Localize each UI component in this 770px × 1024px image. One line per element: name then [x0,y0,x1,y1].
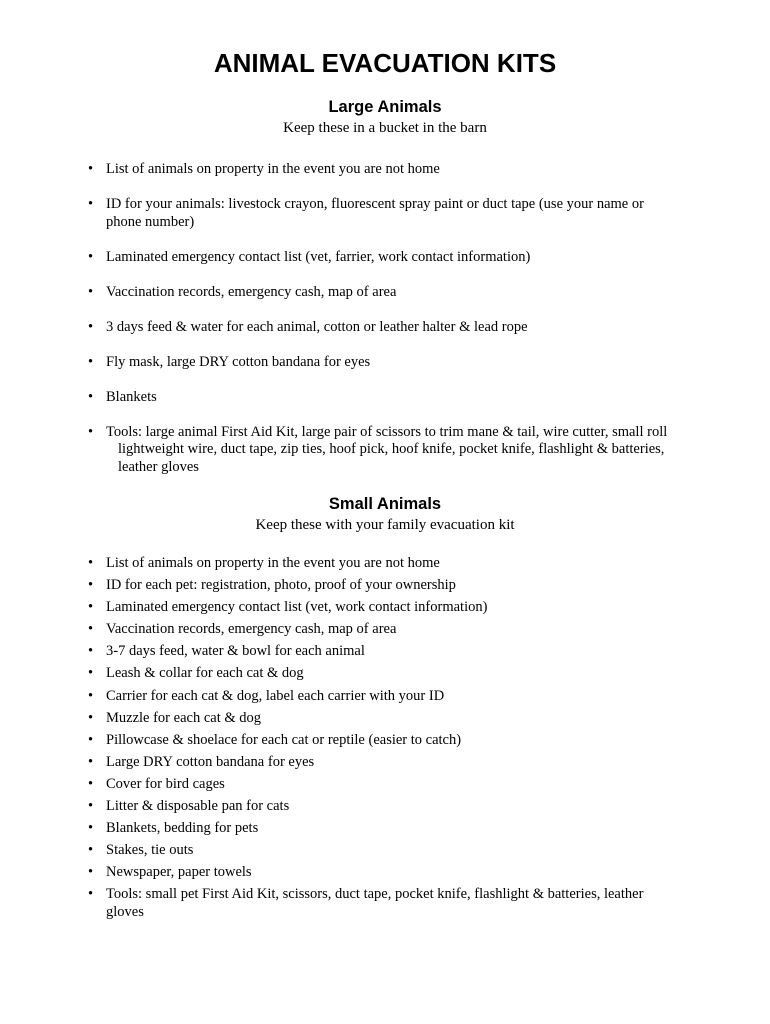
small-animals-heading: Small Animals [328,495,442,513]
bullet-icon: • [88,753,94,770]
large-animals-list [0,161,666,494]
bullet-icon: • [88,886,94,903]
list-item: • Stakes, tie outs [88,842,194,859]
bullet-icon: • [88,665,94,682]
list-item: • 3-7 days feed, water & bowl for each animal [88,643,365,660]
list-item: • Tools: small pet First Aid Kit, scissors, duct tape, pocket knife, flashlight & batteries, leather gloves [88,886,644,920]
bullet-icon: • [88,709,94,726]
bullet-icon: • [88,643,94,660]
list-item: • List of animals on property in the event you are not home [88,161,440,177]
list-item: • ID for your animals: livestock crayon, fluorescent spray paint or duct tape (use your name or phone number) [88,196,644,230]
list-item: • Leash & collar for each cat & dog [88,665,304,682]
page-title: ANIMAL EVACUATION KITS [213,48,557,78]
list-item: • Cover for bird cages [88,775,225,792]
bullet-icon: • [88,864,94,881]
list-item: • Fly mask, large DRY cotton bandana for eyes [88,353,371,370]
small-animals-subheading: Keep these with your family evacuation kit [255,517,515,533]
large-animals-subheading: Keep these in a bucket in the barn [283,120,487,136]
list-item: • ID for each pet: registration, photo, proof of your ownership [88,577,456,594]
bullet-icon: • [88,687,94,704]
list-item: • Newspaper, paper towels [88,864,252,881]
bullet-icon: • [88,621,94,638]
large-animals-heading: Large Animals [328,98,442,116]
bullet-icon: • [88,196,94,212]
bullet-icon: • [88,731,94,748]
list-item: • Muzzle for each cat & dog [88,709,261,726]
list-item: • Laminated emergency contact list (vet, farrier, work contact information) [88,248,531,265]
list-item: • Large DRY cotton bandana for eyes [88,753,315,770]
list-item: • Vaccination records, emergency cash, map of area [88,621,397,638]
list-item: • Litter & disposable pan for cats [88,798,290,815]
list-item: • Pillowcase & shoelace for each cat or reptile (easier to catch) [88,731,462,748]
bullet-icon: • [88,161,94,177]
list-item: • Tools: large animal First Aid Kit, large pair of scissors to trim mane & tail, wire cutter, small roll lightweight wire, duct tape, zip ties, hoof pick, hoof knife, pocket knife, flashlight & batteries, leather gloves [88,423,668,475]
list-item: • List of animals on property in the event you are not home [88,555,440,571]
bullet-icon: • [88,248,94,265]
bullet-icon: • [88,353,94,370]
list-item: • Vaccination records, emergency cash, map of area [88,283,397,300]
small-animals-list [0,555,666,926]
bullet-icon: • [88,555,94,571]
bullet-icon: • [88,423,94,440]
list-item: • 3 days feed & water for each animal, cotton or leather halter & lead rope [88,318,528,335]
bullet-icon: • [88,283,94,300]
list-item: • Laminated emergency contact list (vet, work contact information) [88,599,488,616]
list-item: • Carrier for each cat & dog, label each carrier with your ID [88,687,445,704]
bullet-icon: • [88,577,94,594]
bullet-icon: • [88,775,94,792]
list-item: • Blankets, bedding for pets [88,820,259,837]
list-item: • Blankets [88,388,157,405]
bullet-icon: • [88,388,94,405]
bullet-icon: • [88,820,94,837]
bullet-icon: • [88,842,94,859]
bullet-icon: • [88,318,94,335]
bullet-icon: • [88,599,94,616]
bullet-icon: • [88,798,94,815]
